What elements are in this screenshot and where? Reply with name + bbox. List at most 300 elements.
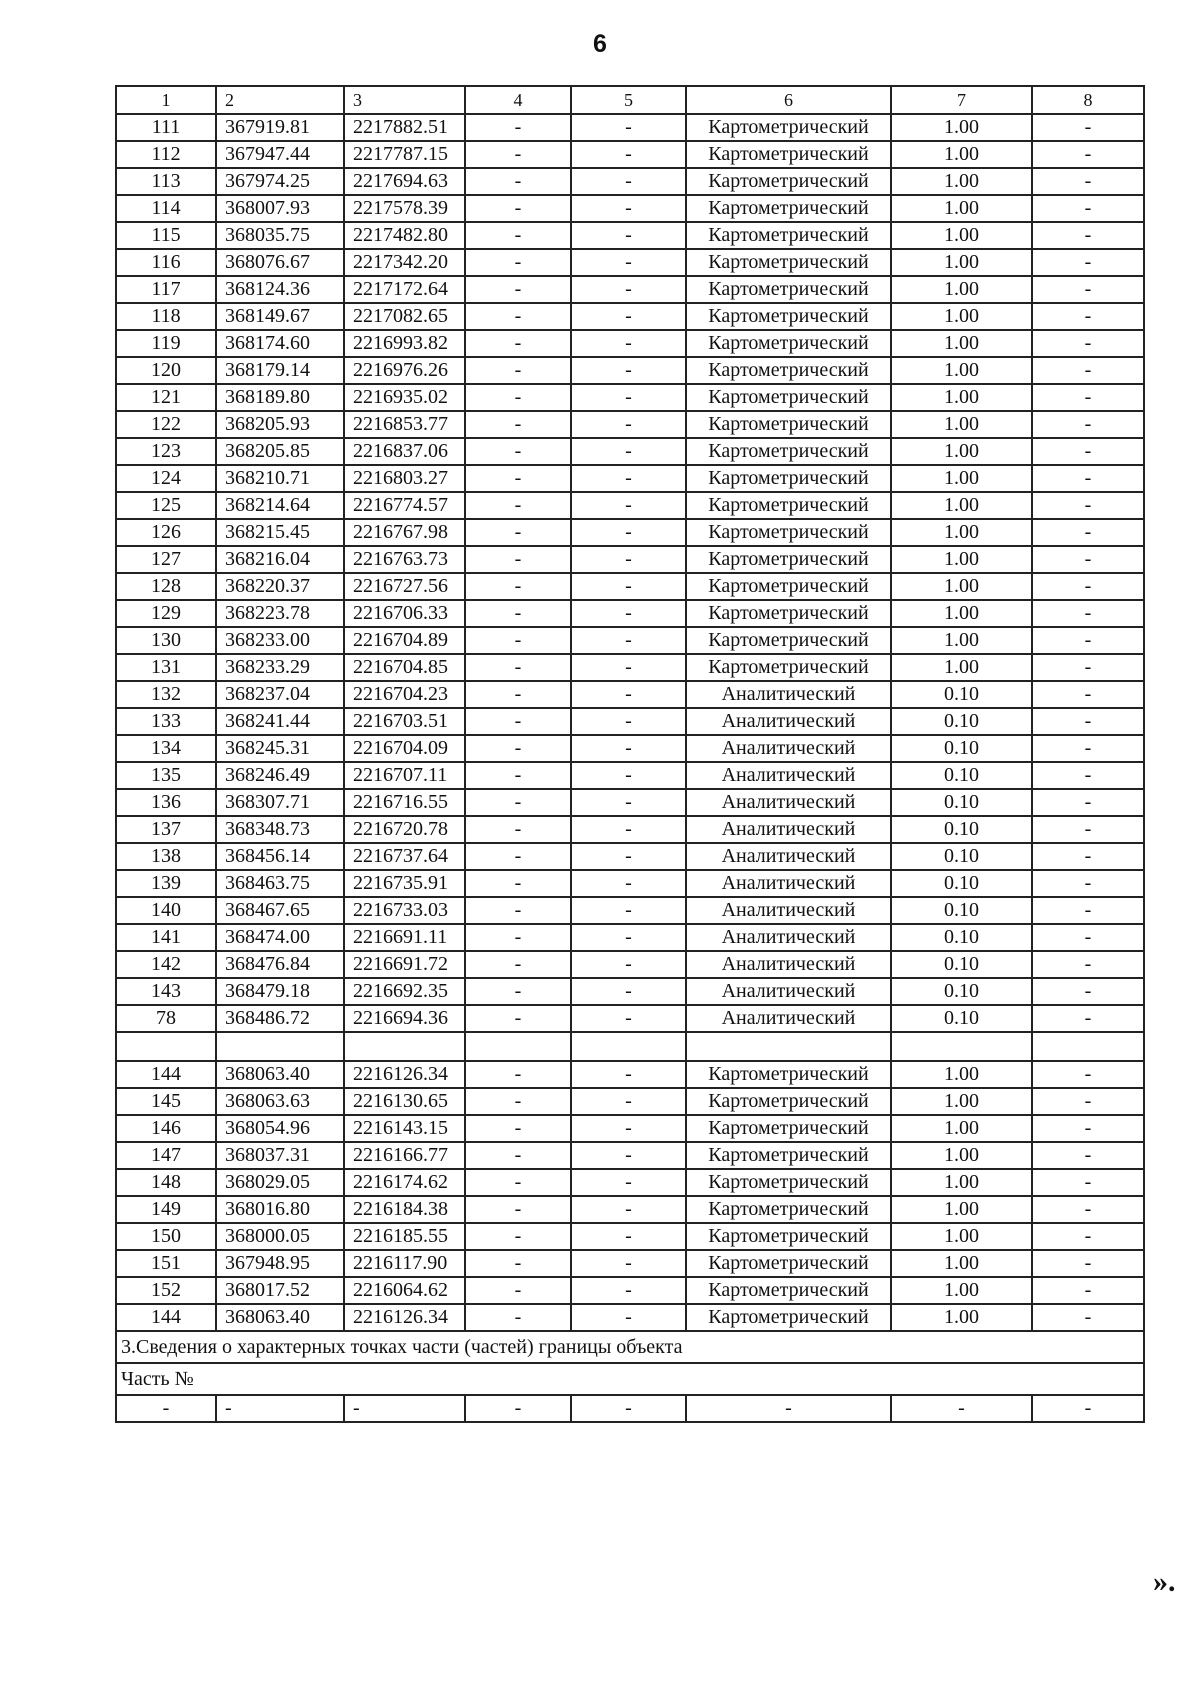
- cell-col-2: 368076.67: [216, 249, 344, 276]
- cell-col-1: 118: [116, 303, 216, 330]
- cell-col-4: -: [465, 276, 571, 303]
- cell-col-4: -: [465, 1088, 571, 1115]
- cell-col-1: 123: [116, 438, 216, 465]
- cell-col-4: -: [465, 222, 571, 249]
- cell-col-4: -: [465, 411, 571, 438]
- cell-col-6: Картометрический: [686, 627, 891, 654]
- cell-col-2: 2: [216, 86, 344, 114]
- cell-col-8: -: [1032, 357, 1144, 384]
- cell-col-6: Аналитический: [686, 708, 891, 735]
- cell-col-1: 119: [116, 330, 216, 357]
- cell-col-1: 141: [116, 924, 216, 951]
- cell-col-8: -: [1032, 276, 1144, 303]
- cell-col-2: 368245.31: [216, 735, 344, 762]
- cell-col-6: Картометрический: [686, 1223, 891, 1250]
- table-row: [116, 519, 1144, 546]
- cell-col-2: 368456.14: [216, 843, 344, 870]
- cell-col-6: Картометрический: [686, 546, 891, 573]
- cell-col-4: -: [465, 1196, 571, 1223]
- cell-col-5: -: [571, 1005, 686, 1032]
- cell-col-1: 128: [116, 573, 216, 600]
- cell-col-8: -: [1032, 897, 1144, 924]
- table-row: [116, 168, 1144, 195]
- cell-col-8: -: [1032, 222, 1144, 249]
- cell-col-8: -: [1032, 438, 1144, 465]
- cell-col-2: 368124.36: [216, 276, 344, 303]
- cell-col-6: Картометрический: [686, 1277, 891, 1304]
- cell-col-3: 2216185.55: [344, 1223, 465, 1250]
- cell-col-2: 368476.84: [216, 951, 344, 978]
- cell-col-4: [465, 1032, 571, 1061]
- cell-col-7: -: [891, 1395, 1032, 1422]
- cell-col-3: 2216716.55: [344, 789, 465, 816]
- cell-col-3: 2216694.36: [344, 1005, 465, 1032]
- cell-col-7: 1.00: [891, 1088, 1032, 1115]
- cell-col-4: -: [465, 1250, 571, 1277]
- cell-col-1: [116, 1032, 216, 1061]
- cell-col-6: Картометрический: [686, 1196, 891, 1223]
- cell-col-7: 1.00: [891, 1223, 1032, 1250]
- cell-col-5: -: [571, 1395, 686, 1422]
- cell-col-5: -: [571, 1304, 686, 1331]
- cell-col-1: 138: [116, 843, 216, 870]
- cell-col-7: 0.10: [891, 708, 1032, 735]
- cell-col-1: 146: [116, 1115, 216, 1142]
- cell-col-2: 367919.81: [216, 114, 344, 141]
- cell-col-3: [344, 1032, 465, 1061]
- cell-col-4: -: [465, 1142, 571, 1169]
- cell-col-5: -: [571, 330, 686, 357]
- cell-col-7: [891, 1032, 1032, 1061]
- cell-col-7: 1.00: [891, 654, 1032, 681]
- cell-col-4: -: [465, 924, 571, 951]
- cell-col-8: -: [1032, 1169, 1144, 1196]
- cell-col-1: 130: [116, 627, 216, 654]
- cell-col-8: -: [1032, 1005, 1144, 1032]
- cell-col-6: Аналитический: [686, 897, 891, 924]
- cell-col-7: 0.10: [891, 735, 1032, 762]
- cell-col-7: 1.00: [891, 1304, 1032, 1331]
- cell-col-8: -: [1032, 708, 1144, 735]
- table-row: [116, 1223, 1144, 1250]
- cell-col-2: 368205.85: [216, 438, 344, 465]
- cell-col-2: 368205.93: [216, 411, 344, 438]
- cell-col-3: 2216837.06: [344, 438, 465, 465]
- cell-col-2: 368241.44: [216, 708, 344, 735]
- table-row: [116, 1088, 1144, 1115]
- cell-col-1: 140: [116, 897, 216, 924]
- cell-col-3: 2216763.73: [344, 546, 465, 573]
- cell-col-2: 368220.37: [216, 573, 344, 600]
- cell-col-3: 2216704.09: [344, 735, 465, 762]
- cell-col-6: Картометрический: [686, 1142, 891, 1169]
- cell-col-4: -: [465, 168, 571, 195]
- cell-col-6: Картометрический: [686, 1115, 891, 1142]
- cell-col-6: Картометрический: [686, 411, 891, 438]
- cell-col-5: -: [571, 762, 686, 789]
- cell-col-8: -: [1032, 1223, 1144, 1250]
- cell-col-7: 1.00: [891, 1061, 1032, 1088]
- cell-col-2: 368223.78: [216, 600, 344, 627]
- cell-col-5: -: [571, 573, 686, 600]
- cell-col-8: -: [1032, 1250, 1144, 1277]
- cell-col-3: 2216691.11: [344, 924, 465, 951]
- cell-col-6: Картометрический: [686, 1169, 891, 1196]
- cell-col-6: Картометрический: [686, 519, 891, 546]
- cell-col-5: -: [571, 249, 686, 276]
- cell-col-4: -: [465, 681, 571, 708]
- cell-col-3: 2216993.82: [344, 330, 465, 357]
- cell-col-3: 2216853.77: [344, 411, 465, 438]
- cell-col-8: -: [1032, 114, 1144, 141]
- cell-col-2: 368233.29: [216, 654, 344, 681]
- cell-col-2: [216, 1032, 344, 1061]
- cell-col-2: 368054.96: [216, 1115, 344, 1142]
- cell-col-7: 0.10: [891, 816, 1032, 843]
- cell-col-4: -: [465, 978, 571, 1005]
- cell-col-6: Картометрический: [686, 222, 891, 249]
- cell-col-8: -: [1032, 600, 1144, 627]
- table-row: [116, 843, 1144, 870]
- cell-col-5: -: [571, 1061, 686, 1088]
- cell-col-2: 368037.31: [216, 1142, 344, 1169]
- table-row: [116, 897, 1144, 924]
- cell-col-6: Аналитический: [686, 1005, 891, 1032]
- cell-col-7: 1.00: [891, 303, 1032, 330]
- cell-col-8: -: [1032, 951, 1144, 978]
- cell-col-1: 136: [116, 789, 216, 816]
- cell-col-1: 127: [116, 546, 216, 573]
- cell-col-6: Аналитический: [686, 978, 891, 1005]
- table-header-row: [116, 86, 1144, 114]
- cell-col-7: 1.00: [891, 384, 1032, 411]
- cell-col-6: [686, 1032, 891, 1061]
- cell-col-6: Картометрический: [686, 303, 891, 330]
- cell-col-3: 2216166.77: [344, 1142, 465, 1169]
- cell-col-7: 0.10: [891, 762, 1032, 789]
- cell-col-2: 368237.04: [216, 681, 344, 708]
- cell-col-5: -: [571, 897, 686, 924]
- cell-col-4: -: [465, 195, 571, 222]
- cell-col-5: [571, 1032, 686, 1061]
- table-row: [116, 411, 1144, 438]
- cell-col-3: 2217342.20: [344, 249, 465, 276]
- cell-col-2: 368063.40: [216, 1304, 344, 1331]
- cell-col-5: -: [571, 1196, 686, 1223]
- cell-col-8: -: [1032, 1142, 1144, 1169]
- cell-col-2: 368007.93: [216, 195, 344, 222]
- cell-col-1: 122: [116, 411, 216, 438]
- cell-col-2: 368000.05: [216, 1223, 344, 1250]
- cell-col-5: -: [571, 1250, 686, 1277]
- cell-col-8: -: [1032, 546, 1144, 573]
- cell-col-5: -: [571, 708, 686, 735]
- table-row: [116, 789, 1144, 816]
- cell-col-1: 150: [116, 1223, 216, 1250]
- cell-col-6: Картометрический: [686, 357, 891, 384]
- cell-col-5: -: [571, 276, 686, 303]
- cell-col-5: -: [571, 492, 686, 519]
- cell-col-8: -: [1032, 168, 1144, 195]
- cell-col-2: 368063.63: [216, 1088, 344, 1115]
- cell-col-2: 367948.95: [216, 1250, 344, 1277]
- cell-col-7: 1.00: [891, 141, 1032, 168]
- table-row: [116, 1304, 1144, 1331]
- cell-col-7: 0.10: [891, 681, 1032, 708]
- cell-col-8: -: [1032, 870, 1144, 897]
- table-row: [116, 1115, 1144, 1142]
- table-row: [116, 1169, 1144, 1196]
- cell-col-1: 135: [116, 762, 216, 789]
- cell-col-4: -: [465, 1223, 571, 1250]
- cell-col-1: 78: [116, 1005, 216, 1032]
- table-row: [116, 303, 1144, 330]
- cell-col-4: -: [465, 1061, 571, 1088]
- cell-col-7: 0.10: [891, 951, 1032, 978]
- cell-col-1: 129: [116, 600, 216, 627]
- cell-col-3: 2217482.80: [344, 222, 465, 249]
- cell-col-5: -: [571, 411, 686, 438]
- cell-col-7: 1.00: [891, 546, 1032, 573]
- table-row: [116, 276, 1144, 303]
- cell-col-1: -: [116, 1395, 216, 1422]
- cell-col-1: 148: [116, 1169, 216, 1196]
- table-row: [116, 492, 1144, 519]
- cell-col-7: 0.10: [891, 843, 1032, 870]
- cell-col-1: 113: [116, 168, 216, 195]
- cell-col-4: -: [465, 573, 571, 600]
- cell-col-7: 0.10: [891, 897, 1032, 924]
- cell-col-8: -: [1032, 195, 1144, 222]
- cell-col-1: 117: [116, 276, 216, 303]
- section-3-title: 3.Сведения о характерных точках части (частей) границы объекта: [116, 1331, 1144, 1363]
- cell-col-4: -: [465, 654, 571, 681]
- cell-col-6: Картометрический: [686, 330, 891, 357]
- cell-col-1: 114: [116, 195, 216, 222]
- table-row-final: [116, 1395, 1144, 1422]
- cell-col-6: Картометрический: [686, 276, 891, 303]
- cell-col-3: 2216174.62: [344, 1169, 465, 1196]
- table-row: [116, 357, 1144, 384]
- cell-col-7: 1.00: [891, 492, 1032, 519]
- cell-col-8: -: [1032, 492, 1144, 519]
- cell-col-5: -: [571, 303, 686, 330]
- cell-col-4: -: [465, 519, 571, 546]
- table-row: [116, 1277, 1144, 1304]
- cell-col-6: Картометрический: [686, 249, 891, 276]
- cell-col-2: 368486.72: [216, 1005, 344, 1032]
- cell-col-4: -: [465, 789, 571, 816]
- cell-col-8: -: [1032, 303, 1144, 330]
- cell-col-8: -: [1032, 1196, 1144, 1223]
- cell-col-2: 368210.71: [216, 465, 344, 492]
- cell-col-7: 1.00: [891, 249, 1032, 276]
- cell-col-1: 111: [116, 114, 216, 141]
- cell-col-6: Аналитический: [686, 789, 891, 816]
- cell-col-5: -: [571, 951, 686, 978]
- cell-col-7: 0.10: [891, 978, 1032, 1005]
- cell-col-6: Картометрический: [686, 600, 891, 627]
- cell-col-8: -: [1032, 519, 1144, 546]
- cell-col-3: 2216117.90: [344, 1250, 465, 1277]
- table-row: [116, 114, 1144, 141]
- cell-col-8: -: [1032, 978, 1144, 1005]
- cell-col-8: -: [1032, 843, 1144, 870]
- cell-col-5: -: [571, 681, 686, 708]
- table-row: [116, 330, 1144, 357]
- cell-col-1: 116: [116, 249, 216, 276]
- cell-col-3: 2216737.64: [344, 843, 465, 870]
- cell-col-7: 1.00: [891, 1250, 1032, 1277]
- cell-col-8: -: [1032, 1088, 1144, 1115]
- cell-col-4: -: [465, 1115, 571, 1142]
- cell-col-4: -: [465, 708, 571, 735]
- table-row: [116, 222, 1144, 249]
- cell-col-8: -: [1032, 627, 1144, 654]
- cell-col-5: -: [571, 978, 686, 1005]
- cell-col-1: 126: [116, 519, 216, 546]
- cell-col-3: 2216803.27: [344, 465, 465, 492]
- cell-col-5: -: [571, 1277, 686, 1304]
- cell-col-3: 2217082.65: [344, 303, 465, 330]
- cell-col-7: 1.00: [891, 600, 1032, 627]
- table-row: [116, 1005, 1144, 1032]
- cell-col-4: -: [465, 816, 571, 843]
- cell-col-7: 0.10: [891, 870, 1032, 897]
- table-row: [116, 681, 1144, 708]
- cell-col-2: 368149.67: [216, 303, 344, 330]
- cell-col-6: Картометрический: [686, 1250, 891, 1277]
- table-row: [116, 627, 1144, 654]
- cell-col-5: -: [571, 1223, 686, 1250]
- cell-col-1: 134: [116, 735, 216, 762]
- cell-col-8: -: [1032, 411, 1144, 438]
- cell-col-6: Аналитический: [686, 924, 891, 951]
- cell-col-4: -: [465, 330, 571, 357]
- cell-col-4: -: [465, 843, 571, 870]
- cell-col-6: Картометрический: [686, 654, 891, 681]
- cell-col-3: 2217694.63: [344, 168, 465, 195]
- cell-col-4: -: [465, 492, 571, 519]
- table-row: [116, 816, 1144, 843]
- cell-col-8: -: [1032, 465, 1144, 492]
- cell-col-7: 1.00: [891, 627, 1032, 654]
- cell-col-1: 121: [116, 384, 216, 411]
- cell-col-4: -: [465, 438, 571, 465]
- cell-col-3: 2217172.64: [344, 276, 465, 303]
- cell-col-7: 1.00: [891, 573, 1032, 600]
- cell-col-6: Картометрический: [686, 1304, 891, 1331]
- cell-col-3: 2216143.15: [344, 1115, 465, 1142]
- cell-col-7: 1.00: [891, 222, 1032, 249]
- table-row: [116, 951, 1144, 978]
- cell-col-3: 2216707.11: [344, 762, 465, 789]
- cell-col-2: 368017.52: [216, 1277, 344, 1304]
- cell-col-4: -: [465, 384, 571, 411]
- cell-col-8: -: [1032, 789, 1144, 816]
- cell-col-5: -: [571, 627, 686, 654]
- cell-col-4: -: [465, 1304, 571, 1331]
- table-row-blank: [116, 1032, 1144, 1061]
- cell-col-2: 368035.75: [216, 222, 344, 249]
- table-row: [116, 762, 1144, 789]
- cell-col-7: 1.00: [891, 1115, 1032, 1142]
- cell-col-4: -: [465, 303, 571, 330]
- cell-col-3: 2216704.23: [344, 681, 465, 708]
- table-row: [116, 870, 1144, 897]
- cell-col-7: 1.00: [891, 195, 1032, 222]
- cell-col-8: -: [1032, 1061, 1144, 1088]
- cell-col-3: 2216720.78: [344, 816, 465, 843]
- cell-col-1: 131: [116, 654, 216, 681]
- cell-col-1: 124: [116, 465, 216, 492]
- cell-col-3: 2216184.38: [344, 1196, 465, 1223]
- cell-col-5: -: [571, 816, 686, 843]
- section-3-row: [116, 1331, 1144, 1363]
- cell-col-2: 368474.00: [216, 924, 344, 951]
- cell-col-8: -: [1032, 654, 1144, 681]
- cell-col-1: 149: [116, 1196, 216, 1223]
- table-row: [116, 978, 1144, 1005]
- cell-col-4: -: [465, 546, 571, 573]
- cell-col-5: -: [571, 546, 686, 573]
- cell-col-5: -: [571, 924, 686, 951]
- cell-col-7: 1.00: [891, 1142, 1032, 1169]
- cell-col-8: -: [1032, 141, 1144, 168]
- cell-col-2: 367947.44: [216, 141, 344, 168]
- cell-col-4: -: [465, 141, 571, 168]
- cell-col-8: -: [1032, 681, 1144, 708]
- cell-col-7: 0.10: [891, 789, 1032, 816]
- cell-col-4: -: [465, 114, 571, 141]
- table-row: [116, 1142, 1144, 1169]
- cell-col-5: -: [571, 114, 686, 141]
- cell-col-8: -: [1032, 1304, 1144, 1331]
- cell-col-6: Картометрический: [686, 384, 891, 411]
- cell-col-3: 2216691.72: [344, 951, 465, 978]
- cell-col-3: 2216706.33: [344, 600, 465, 627]
- cell-col-2: -: [216, 1395, 344, 1422]
- cell-col-3: 2216692.35: [344, 978, 465, 1005]
- cell-col-8: [1032, 1032, 1144, 1061]
- cell-col-1: 137: [116, 816, 216, 843]
- table-row: [116, 384, 1144, 411]
- cell-col-6: Аналитический: [686, 843, 891, 870]
- cell-col-2: 368246.49: [216, 762, 344, 789]
- cell-col-1: 1: [116, 86, 216, 114]
- cell-col-1: 115: [116, 222, 216, 249]
- cell-col-2: 368215.45: [216, 519, 344, 546]
- table-row: [116, 654, 1144, 681]
- cell-col-8: -: [1032, 762, 1144, 789]
- cell-col-3: 2216064.62: [344, 1277, 465, 1304]
- cell-col-7: 1.00: [891, 1277, 1032, 1304]
- cell-col-1: 145: [116, 1088, 216, 1115]
- cell-col-4: -: [465, 870, 571, 897]
- cell-col-2: 368174.60: [216, 330, 344, 357]
- cell-col-3: 2216703.51: [344, 708, 465, 735]
- cell-col-1: 142: [116, 951, 216, 978]
- cell-col-6: Аналитический: [686, 870, 891, 897]
- cell-col-6: Картометрический: [686, 168, 891, 195]
- table-row: [116, 1061, 1144, 1088]
- cell-col-7: 1.00: [891, 438, 1032, 465]
- cell-col-5: -: [571, 1169, 686, 1196]
- cell-col-7: 0.10: [891, 1005, 1032, 1032]
- cell-col-4: -: [465, 1277, 571, 1304]
- cell-col-1: 125: [116, 492, 216, 519]
- cell-col-3: 2216935.02: [344, 384, 465, 411]
